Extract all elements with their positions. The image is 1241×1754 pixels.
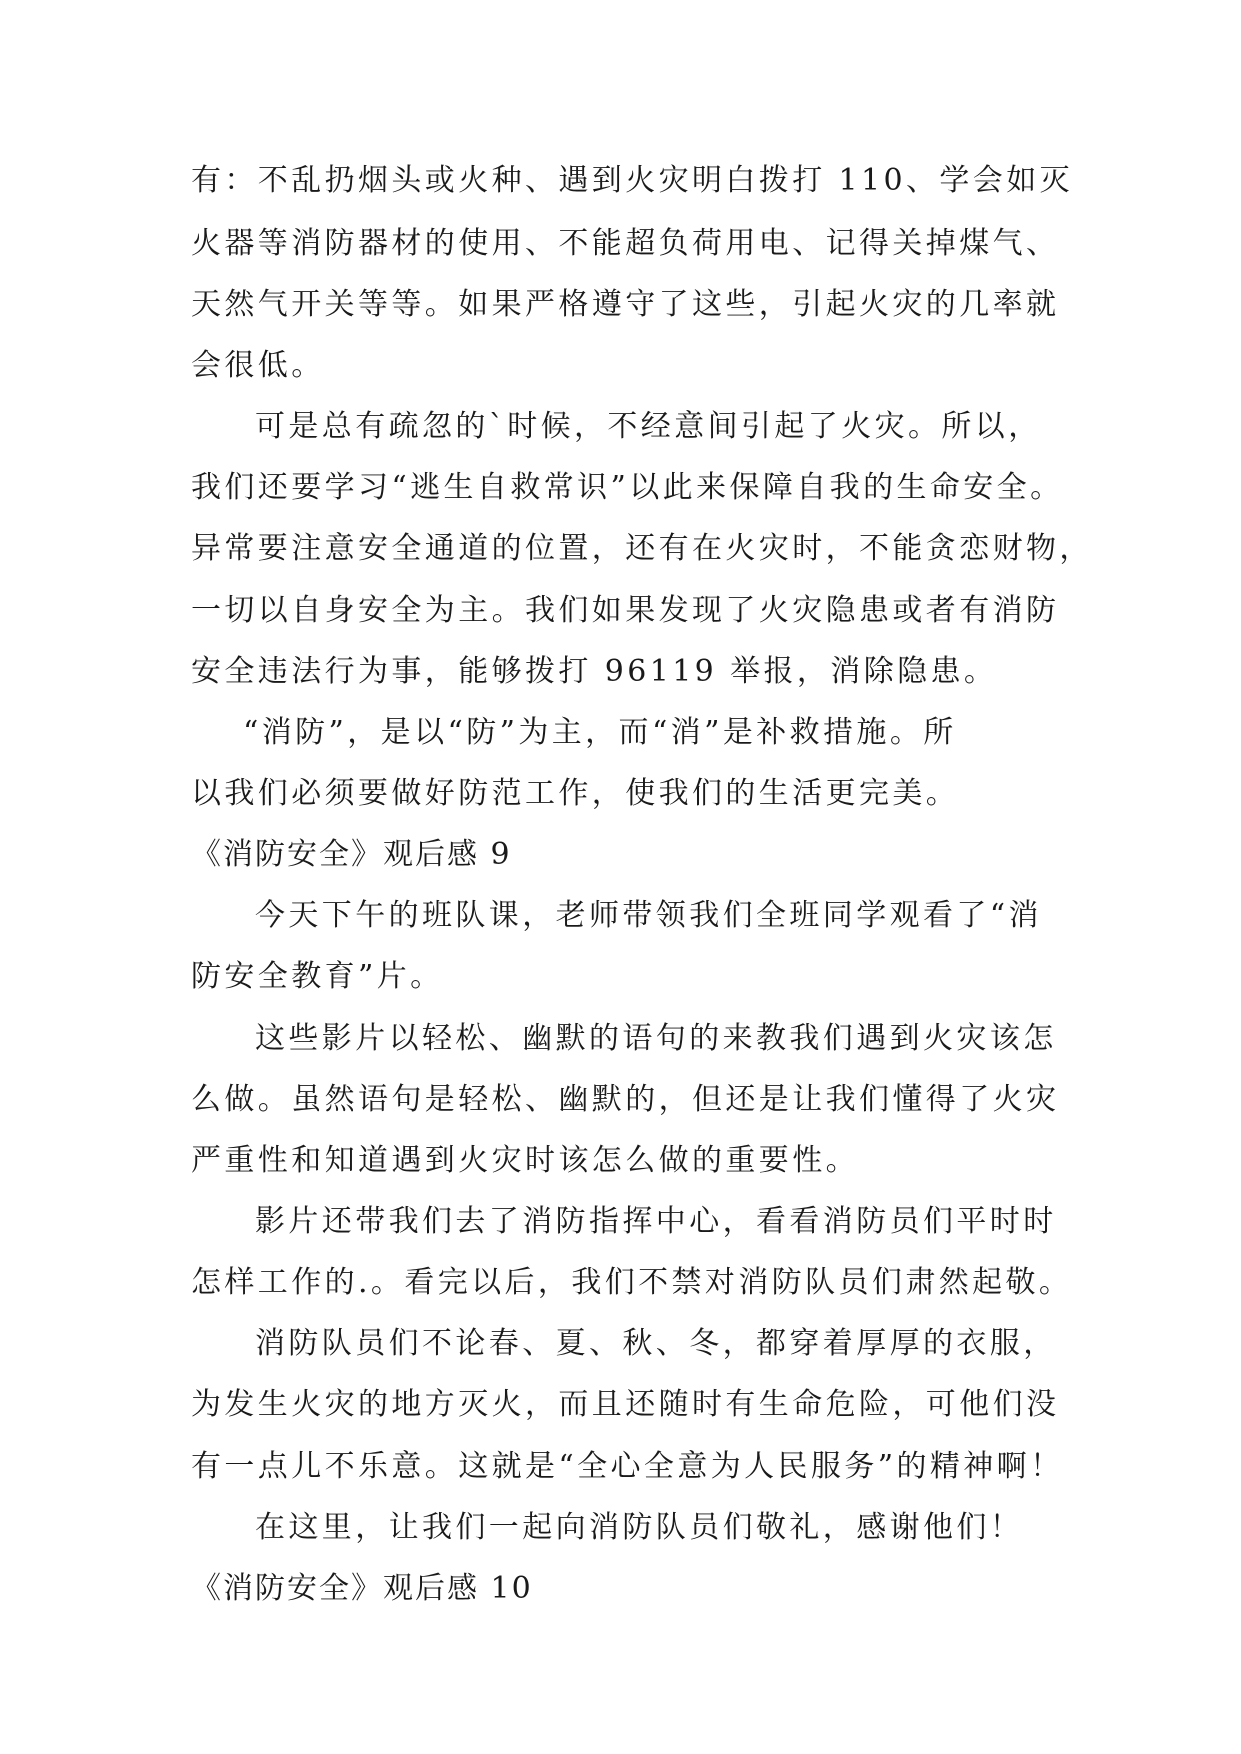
text-line: 防安全教育”片。 [191, 959, 444, 994]
text-line: 么做。虽然语句是轻松、幽默的，但还是让我们懂得了火灾 [191, 1082, 1060, 1117]
paragraph-first-line: 影片还带我们去了消防指挥中心，看看消防员们平时时 [255, 1204, 1057, 1239]
text-line: 天然气开关等等。如果严格遵守了这些，引起火灾的几率就 [191, 287, 1060, 322]
text-line: 有一点儿不乐意。这就是“全心全意为人民服务”的精神啊！ [191, 1449, 1064, 1484]
text-line: 为发生火灾的地方灭火，而且还随时有生命危险，可他们没 [191, 1387, 1060, 1422]
text-line: 异常要注意安全通道的位置，还有在火灾时，不能贪恋财物， [191, 531, 1093, 566]
paragraph-first-line: 可是总有疏忽的`时候，不经意间引起了火灾。所以， [255, 409, 1042, 444]
section-heading: 《消防安全》观后感 10 [191, 1571, 533, 1606]
text-line: 有：不乱扔烟头或火种、遇到火灾明白拨打 110、学会如灭 [191, 163, 1073, 198]
text-line: 以我们必须要做好防范工作，使我们的生活更完美。 [191, 776, 960, 811]
text-line: 一切以自身安全为主。我们如果发现了火灾隐患或者有消防 [191, 593, 1060, 628]
paragraph-first-line: 在这里，让我们一起向消防队员们敬礼，感谢他们！ [255, 1510, 1024, 1545]
paragraph-first-line: 今天下午的班队课，老师带领我们全班同学观看了“消 [255, 898, 1042, 933]
text-line: 严重性和知道遇到火灾时该怎么做的重要性。 [191, 1143, 859, 1178]
text-line: 怎样工作的.。看完以后，我们不禁对消防队员们肃然起敬。 [191, 1265, 1073, 1300]
paragraph-first-line: 这些影片以轻松、幽默的语句的来教我们遇到火灾该怎 [255, 1021, 1057, 1056]
text-line: 我们还要学习“逃生自救常识”以此来保障自我的生命安全。 [191, 470, 1064, 505]
paragraph-first-line: “消防”，是以“防”为主，而“消”是补救措施。所 [243, 715, 957, 750]
paragraph-first-line: 消防队员们不论春、夏、秋、冬，都穿着厚厚的衣服， [255, 1326, 1057, 1361]
text-line: 安全违法行为事，能够拨打 96119 举报，消除隐患。 [191, 654, 998, 689]
text-line: 会很低。 [191, 348, 325, 383]
text-line: 火器等消防器材的使用、不能超负荷用电、记得关掉煤气、 [191, 226, 1060, 261]
section-heading: 《消防安全》观后感 9 [191, 837, 512, 872]
